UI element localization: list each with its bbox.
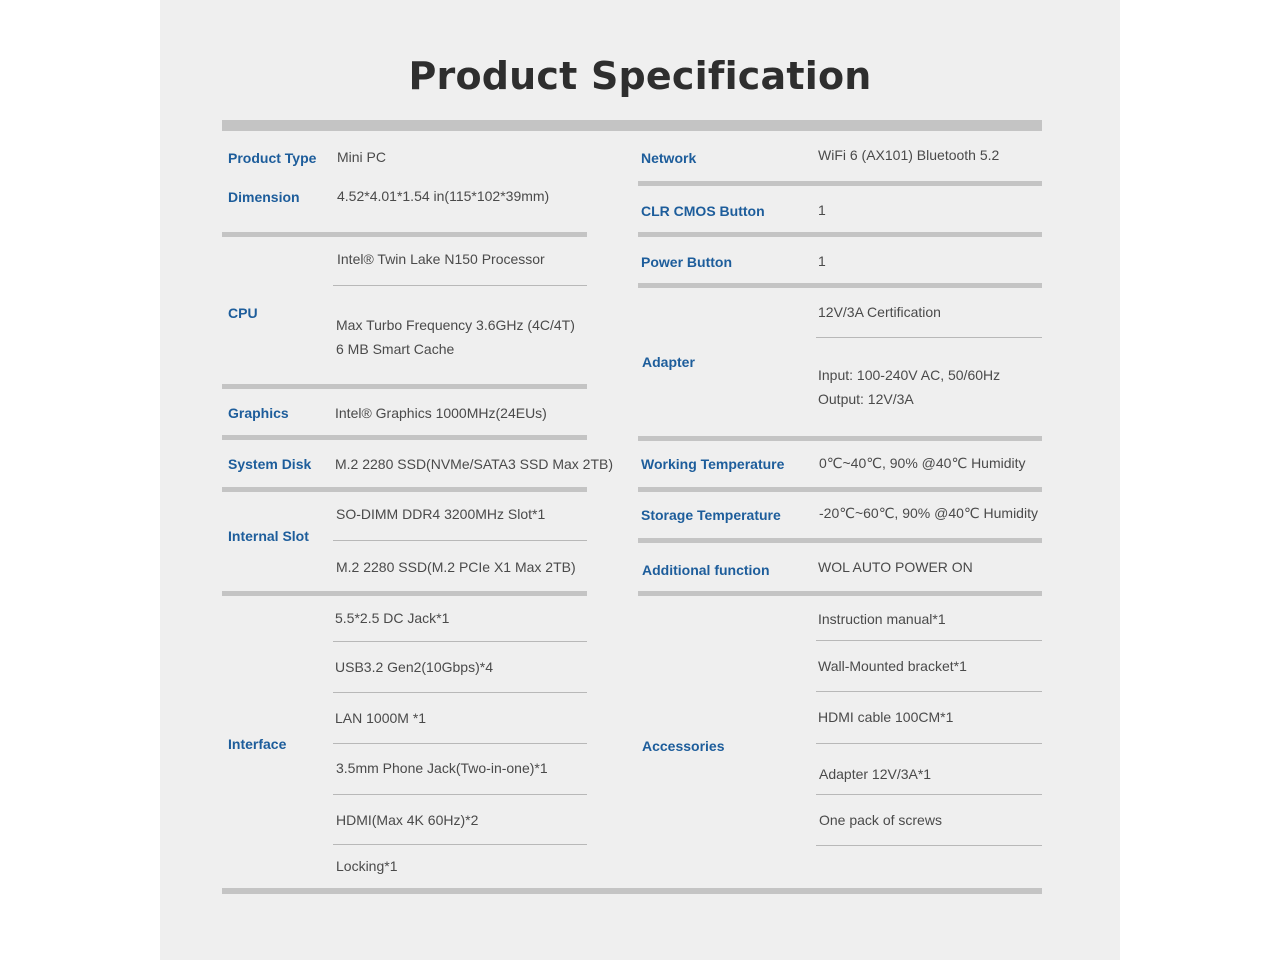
sub-divider: [816, 691, 1042, 692]
interface-label: Interface: [228, 736, 287, 752]
divider: [222, 232, 587, 237]
divider: [638, 591, 1042, 596]
adapter-output-value: Output: 12V/3A: [818, 391, 914, 407]
sub-divider: [816, 337, 1042, 338]
cpu-label: CPU: [228, 305, 258, 321]
network-label: Network: [641, 150, 697, 166]
sub-divider: [333, 692, 587, 693]
sub-divider: [816, 845, 1042, 846]
power-button-label: Power Button: [641, 254, 732, 270]
internal-slot-label: Internal Slot: [228, 528, 309, 544]
accessories-label: Accessories: [642, 738, 725, 754]
interface-value: 3.5mm Phone Jack(Two-in-one)*1: [336, 760, 548, 776]
additional-function-value: WOL AUTO POWER ON: [818, 559, 973, 575]
accessories-value: Instruction manual*1: [818, 611, 946, 627]
clr-cmos-value: 1: [818, 202, 826, 218]
adapter-cert-value: 12V/3A Certification: [818, 304, 941, 320]
divider: [638, 283, 1042, 288]
graphics-value: Intel® Graphics 1000MHz(24EUs): [335, 405, 547, 421]
sub-divider: [816, 794, 1042, 795]
divider: [638, 487, 1042, 492]
sub-divider: [333, 794, 587, 795]
internal-slot-value: M.2 2280 SSD(M.2 PCIe X1 Max 2TB): [336, 559, 576, 575]
accessories-value: Wall-Mounted bracket*1: [818, 658, 967, 674]
cpu-turbo-value: Max Turbo Frequency 3.6GHz (4C/4T): [336, 317, 575, 333]
sub-divider: [816, 743, 1042, 744]
dimension-label: Dimension: [228, 189, 300, 205]
top-divider: [222, 120, 1042, 131]
divider: [222, 487, 587, 492]
sub-divider: [333, 540, 587, 541]
adapter-label: Adapter: [642, 354, 695, 370]
accessories-value: Adapter 12V/3A*1: [819, 766, 932, 782]
graphics-label: Graphics: [228, 405, 289, 421]
sub-divider: [333, 641, 587, 642]
divider: [638, 232, 1042, 237]
divider: [222, 591, 587, 596]
internal-slot-value: SO-DIMM DDR4 3200MHz Slot*1: [336, 506, 546, 522]
power-button-value: 1: [818, 253, 826, 269]
additional-function-label: Additional function: [642, 562, 770, 578]
page-title: Product Specification: [408, 54, 872, 98]
product-type-label: Product Type: [228, 150, 317, 166]
network-value: WiFi 6 (AX101) Bluetooth 5.2: [818, 147, 1000, 163]
system-disk-value: M.2 2280 SSD(NVMe/SATA3 SSD Max 2TB): [335, 456, 614, 472]
working-temp-label: Working Temperature: [641, 456, 785, 472]
cpu-processor-value: Intel® Twin Lake N150 Processor: [337, 251, 545, 267]
divider: [638, 436, 1042, 441]
interface-value: LAN 1000M *1: [335, 710, 427, 726]
adapter-input-value: Input: 100-240V AC, 50/60Hz: [818, 367, 1001, 383]
sub-divider: [333, 743, 587, 744]
storage-temp-label: Storage Temperature: [641, 507, 781, 523]
sub-divider: [333, 844, 587, 845]
accessories-value: HDMI cable 100CM*1: [818, 709, 954, 725]
system-disk-label: System Disk: [228, 456, 312, 472]
sub-divider: [333, 285, 587, 286]
bottom-divider: [222, 888, 1042, 894]
interface-value: HDMI(Max 4K 60Hz)*2: [336, 812, 479, 828]
cpu-cache-value: 6 MB Smart Cache: [336, 341, 455, 357]
interface-value: 5.5*2.5 DC Jack*1: [335, 610, 450, 626]
clr-cmos-label: CLR CMOS Button: [641, 203, 765, 219]
product-type-value: Mini PC: [337, 149, 387, 165]
divider: [638, 538, 1042, 543]
interface-value: Locking*1: [336, 858, 398, 874]
working-temp-value: 0℃~40℃, 90% @40℃ Humidity: [819, 455, 1026, 471]
accessories-value: One pack of screws: [819, 812, 942, 828]
divider: [222, 384, 587, 389]
sub-divider: [816, 640, 1042, 641]
interface-value: USB3.2 Gen2(10Gbps)*4: [335, 659, 493, 675]
storage-temp-value: -20℃~60℃, 90% @40℃ Humidity: [819, 505, 1038, 521]
dimension-value: 4.52*4.01*1.54 in(115*102*39mm): [337, 188, 550, 204]
divider: [638, 181, 1042, 186]
divider: [222, 435, 587, 440]
